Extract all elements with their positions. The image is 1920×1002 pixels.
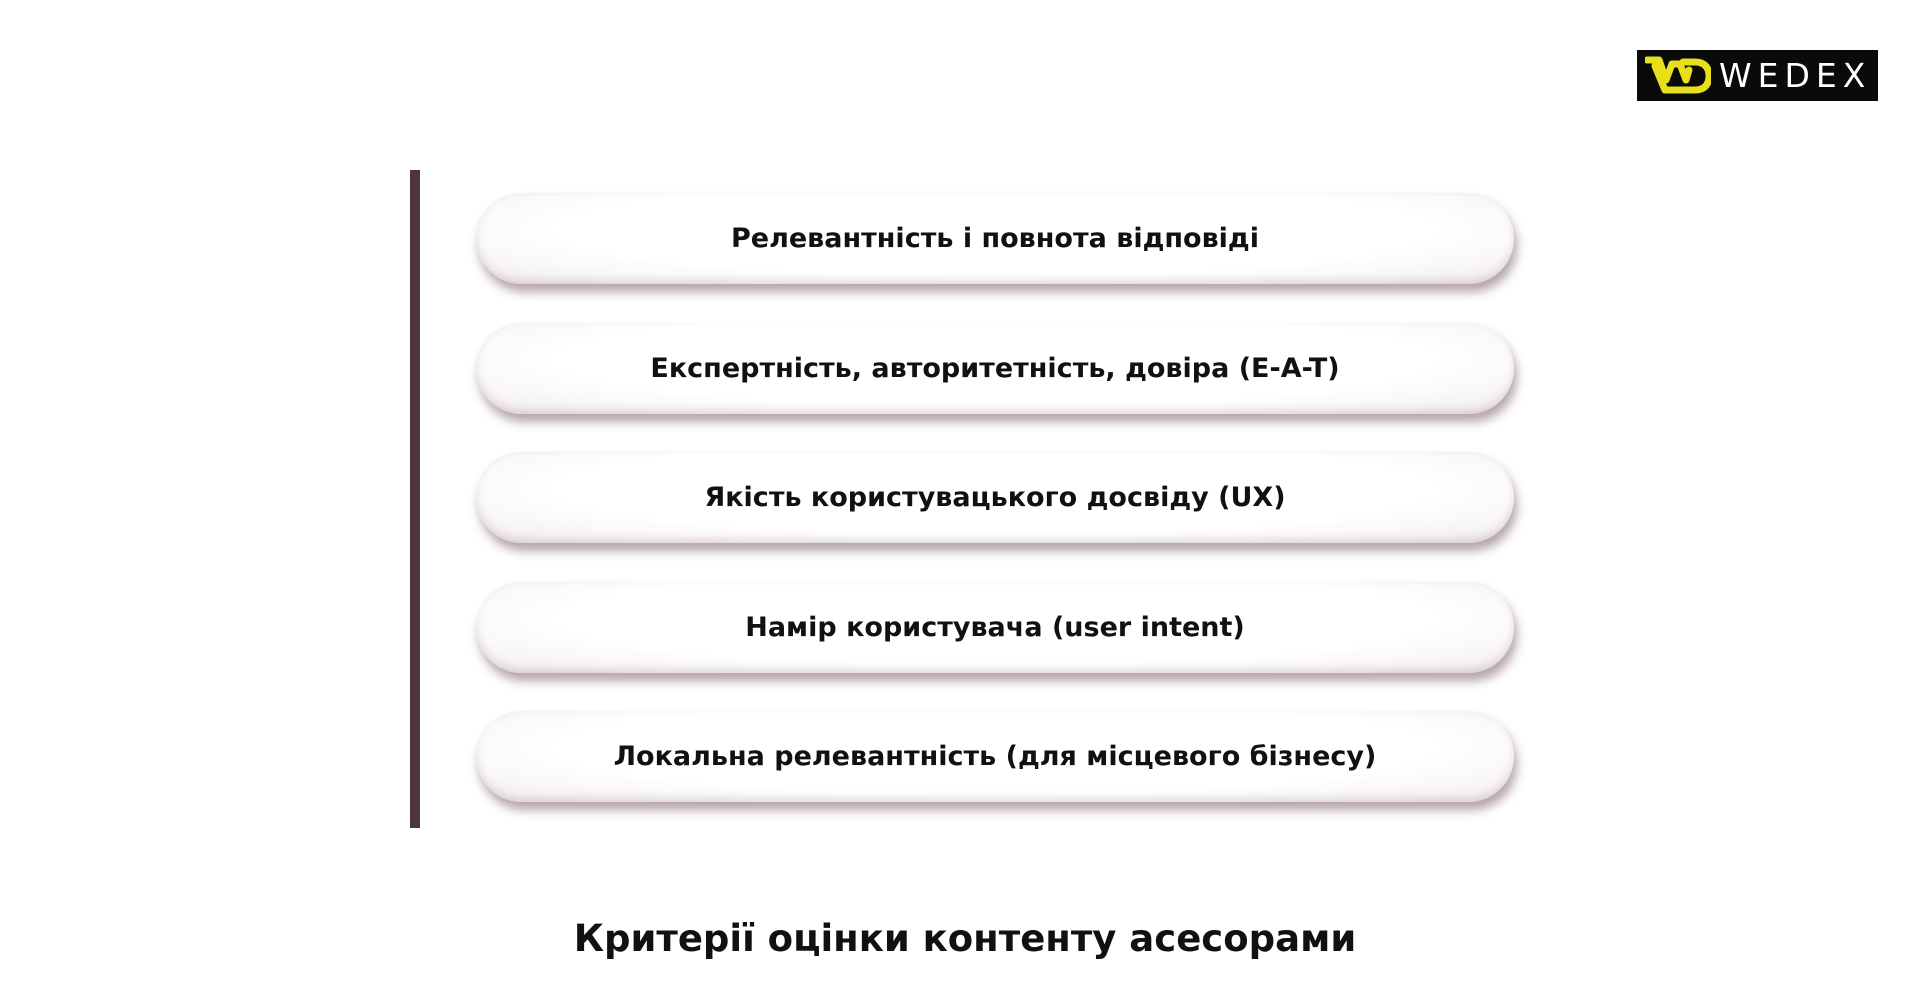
- wd-monogram-icon: [1645, 56, 1711, 96]
- wedex-logo: [1637, 50, 1878, 101]
- vertical-accent-bar: [410, 170, 420, 828]
- criterion-eat: [476, 323, 1514, 414]
- criterion-label: Релевантність і повнота відповіді: [730, 223, 1259, 254]
- logo-wordmark: WEDEX: [1719, 56, 1872, 95]
- criterion-user-intent: [476, 582, 1514, 673]
- criterion-label: Намір користувача (user intent): [745, 611, 1245, 643]
- criterion-label: Якість користувацького досвіду (UX): [704, 482, 1286, 513]
- criterion-ux: [476, 452, 1514, 543]
- slide-caption: Критерії оцінки контенту асесорами: [573, 917, 1357, 960]
- criterion-relevance: [476, 193, 1514, 284]
- criterion-local-relevance: [476, 711, 1514, 802]
- criterion-label: Експертність, авторитетність, довіра (E-A-T): [650, 352, 1340, 384]
- criterion-label: Локальна релевантність (для місцевого бізнесу): [613, 741, 1377, 772]
- criteria-list: [476, 193, 1514, 841]
